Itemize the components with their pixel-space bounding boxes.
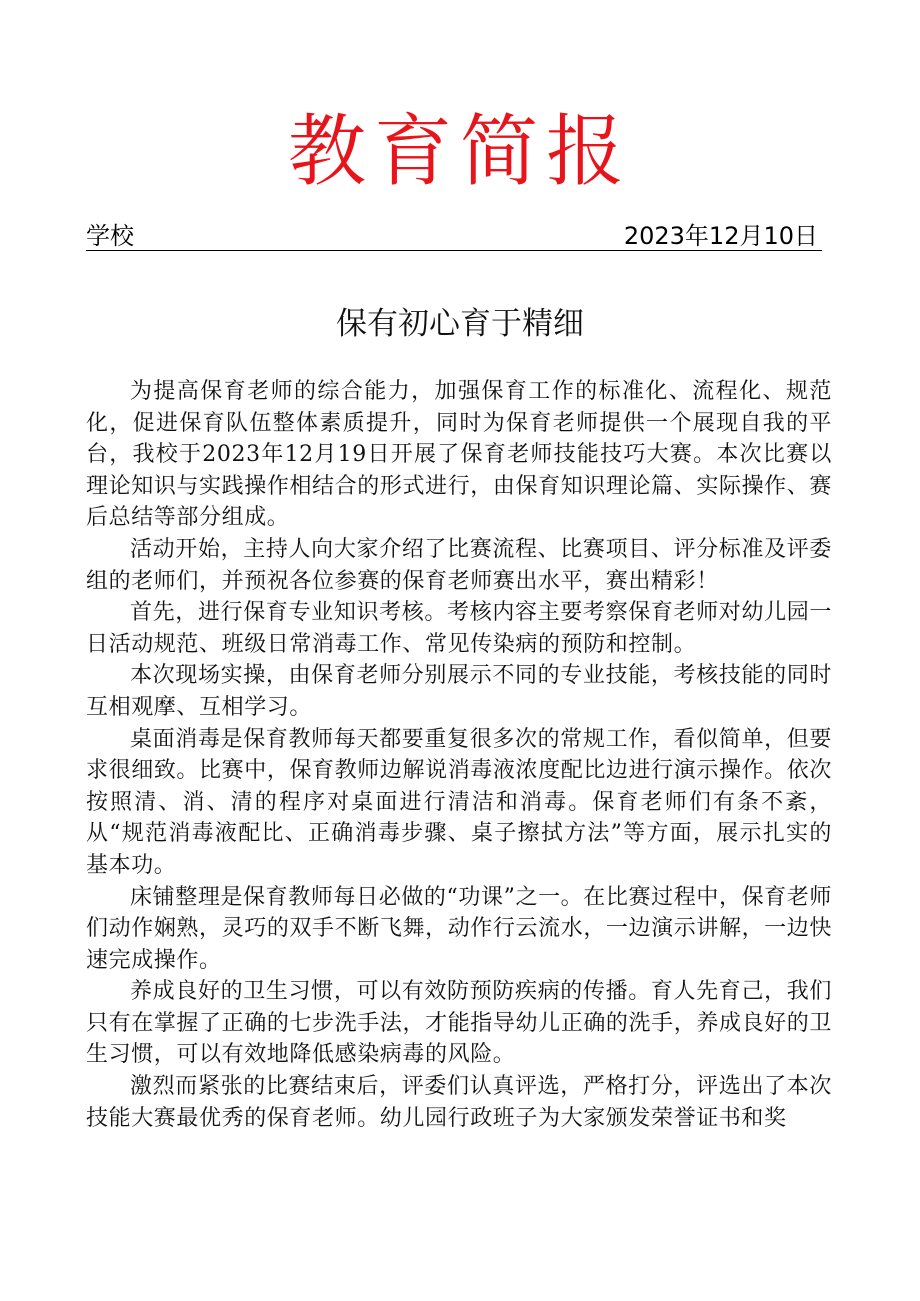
paragraph: 养成良好的卫生习惯，可以有效防预防疾病的传播。育人先育己，我们只有在掌握了正确的七步洗手法，才能指导幼儿正确的洗手，养成良好的卫生习惯，可以有效地降低感染病毒的风险。 bbox=[86, 979, 832, 1068]
paragraph: 床铺整理是保育教师每日必做的“功课”之一。在比赛过程中，保育老师们动作娴熟，灵巧的双手不断飞舞，动作行云流水，一边演示讲解，一边快速完成操作。 bbox=[86, 884, 832, 973]
masthead-title: 教育简报 bbox=[287, 107, 632, 197]
paragraph: 激烈而紧张的比赛结束后，评委们认真评选，严格打分，评选出了本次技能大赛最优秀的保育老师。幼儿园行政班子为大家颁发荣誉证书和奖 bbox=[86, 1074, 832, 1131]
paragraph: 本次现场实操，由保育老师分别展示不同的专业技能，考核技能的同时互相观摩、互相学习。 bbox=[86, 663, 832, 720]
issue-date: 2023年12月10日 bbox=[623, 222, 818, 250]
paragraph: 首先，进行保育专业知识考核。考核内容主要考察保育老师对幼儿园一日活动规范、班级日常消毒工作、常见传染病的预防和控制。 bbox=[86, 600, 832, 657]
school-label: 学校 bbox=[86, 222, 134, 250]
meta-line bbox=[86, 222, 822, 251]
paragraph: 活动开始，主持人向大家介绍了比赛流程、比赛项目、评分标准及评委组的老师们，并预祝各位参赛的保育老师赛出水平，赛出精彩！ bbox=[86, 536, 832, 594]
article-body bbox=[86, 376, 832, 1134]
article-title: 保有初心育于精细 bbox=[336, 306, 584, 342]
paragraph: 桌面消毒是保育教师每天都要重复很多次的常规工作，看似简单，但要求很细致。比赛中，保育教师边解说消毒液浓度配比边进行演示操作。依次按照清、消、清的程序对桌面进行清洁和消毒。保育老师们有条不紊，从“规范消毒液配比、正确消毒步骤、桌子擦拭方法”等方面，展示扎实的基本功。 bbox=[86, 726, 832, 878]
paragraph: 为提高保育老师的综合能力，加强保育工作的标准化、流程化、规范化，促进保育队伍整体素质提升，同时为保育老师提供一个展现自我的平台，我校于2023年12月19日开展了保育老师技能技巧大赛。本次比赛以理论知识与实践操作相结合的形式进行，由保育知识理论篇、实际操作、赛后总结等部分组成。 bbox=[86, 379, 832, 531]
